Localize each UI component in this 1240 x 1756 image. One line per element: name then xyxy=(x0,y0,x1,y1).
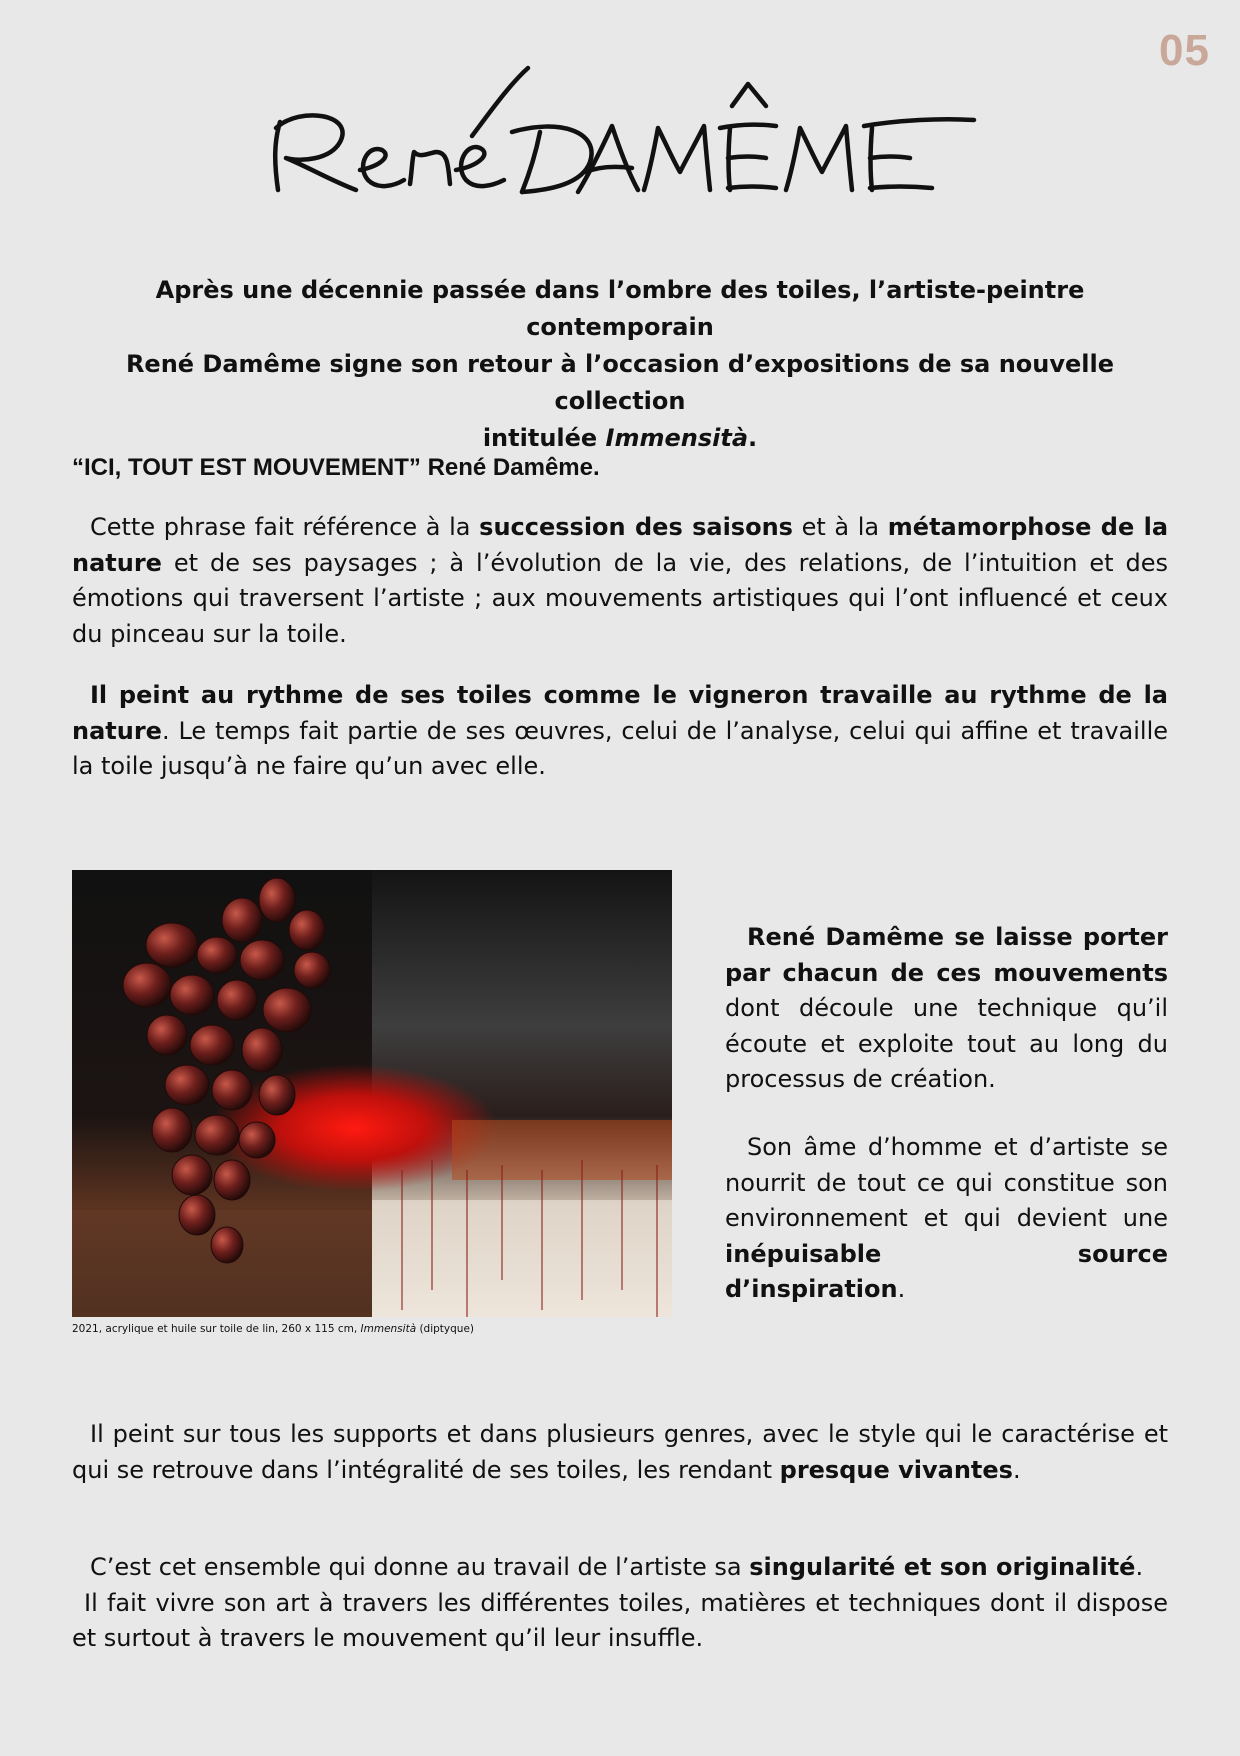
artist-signature-logo xyxy=(260,62,980,232)
quote-text: “ICI, TOUT EST MOUVEMENT” xyxy=(72,454,421,481)
paragraph-supports: Il peint sur tous les supports et dans plusieurs genres, avec le style qui le caractérise et qui se retrouve dans l’intégralité de ses toiles, les rendant presque vivantes. xyxy=(72,1420,1168,1484)
quote-author: René Damême. xyxy=(420,454,600,481)
intro-paragraph xyxy=(72,272,1168,457)
paragraph-singularity: C’est cet ensemble qui donne au travail de l’artiste sa singularité et son originalité. Il fait vivre son art à travers les différentes toiles, matières et techniques dont il dispose et surtout à travers le mouvement qu’il leur insuffle. xyxy=(72,1550,1168,1657)
painting-image xyxy=(72,870,672,1317)
paragraph-singularity-continued: Il fait vivre son art à travers les différentes toiles, matières et techniques dont il dispose et surtout à travers le mouvement qu’il leur insuffle. xyxy=(72,1588,1168,1652)
intro-line-3: intitulée Immensità. xyxy=(482,424,758,452)
paragraph-inspiration: Son âme d’homme et d’artiste se nourrit de tout ce qui constitue son environnement et qui devient une inépuisable source d’inspiration. xyxy=(725,1133,1168,1303)
collection-name: Immensità xyxy=(605,424,749,452)
intro-line-2: René Damême signe son retour à l’occasion d’expositions de sa nouvelle collection xyxy=(125,350,1115,415)
quote-heading xyxy=(72,454,600,482)
paragraph-seasons: Cette phrase fait référence à la succession des saisons et à la métamorphose de la nature et de ses paysages ; à l’évolution de la vie, des relations, de l’intuition et des émotions qui traversent l’artiste ; aux mouvements artistiques qui l’ont influencé et ceux du pinceau sur la toile. xyxy=(72,513,1169,648)
paragraph-movements: René Damême se laisse porter par chacun de ces mouvements dont découle une technique qu’il écoute et exploite tout au long du processus de création. xyxy=(725,923,1168,1093)
painting-caption: 2021, acrylique et huile sur toile de lin, 260 x 115 cm, Immensità (diptyque) xyxy=(72,1323,475,1335)
paragraph-rhythm: Il peint au rythme de ses toiles comme le vigneron travaille au rythme de la nature. Le temps fait partie de ses œuvres, celui de l’analyse, celui qui affine et travaille la toile jusqu’à ne faire qu’un avec elle. xyxy=(72,681,1168,780)
intro-line-1: Après une décennie passée dans l’ombre des toiles, l’artiste-peintre contemporain xyxy=(155,276,1085,341)
page-number: 05 xyxy=(1159,26,1210,75)
